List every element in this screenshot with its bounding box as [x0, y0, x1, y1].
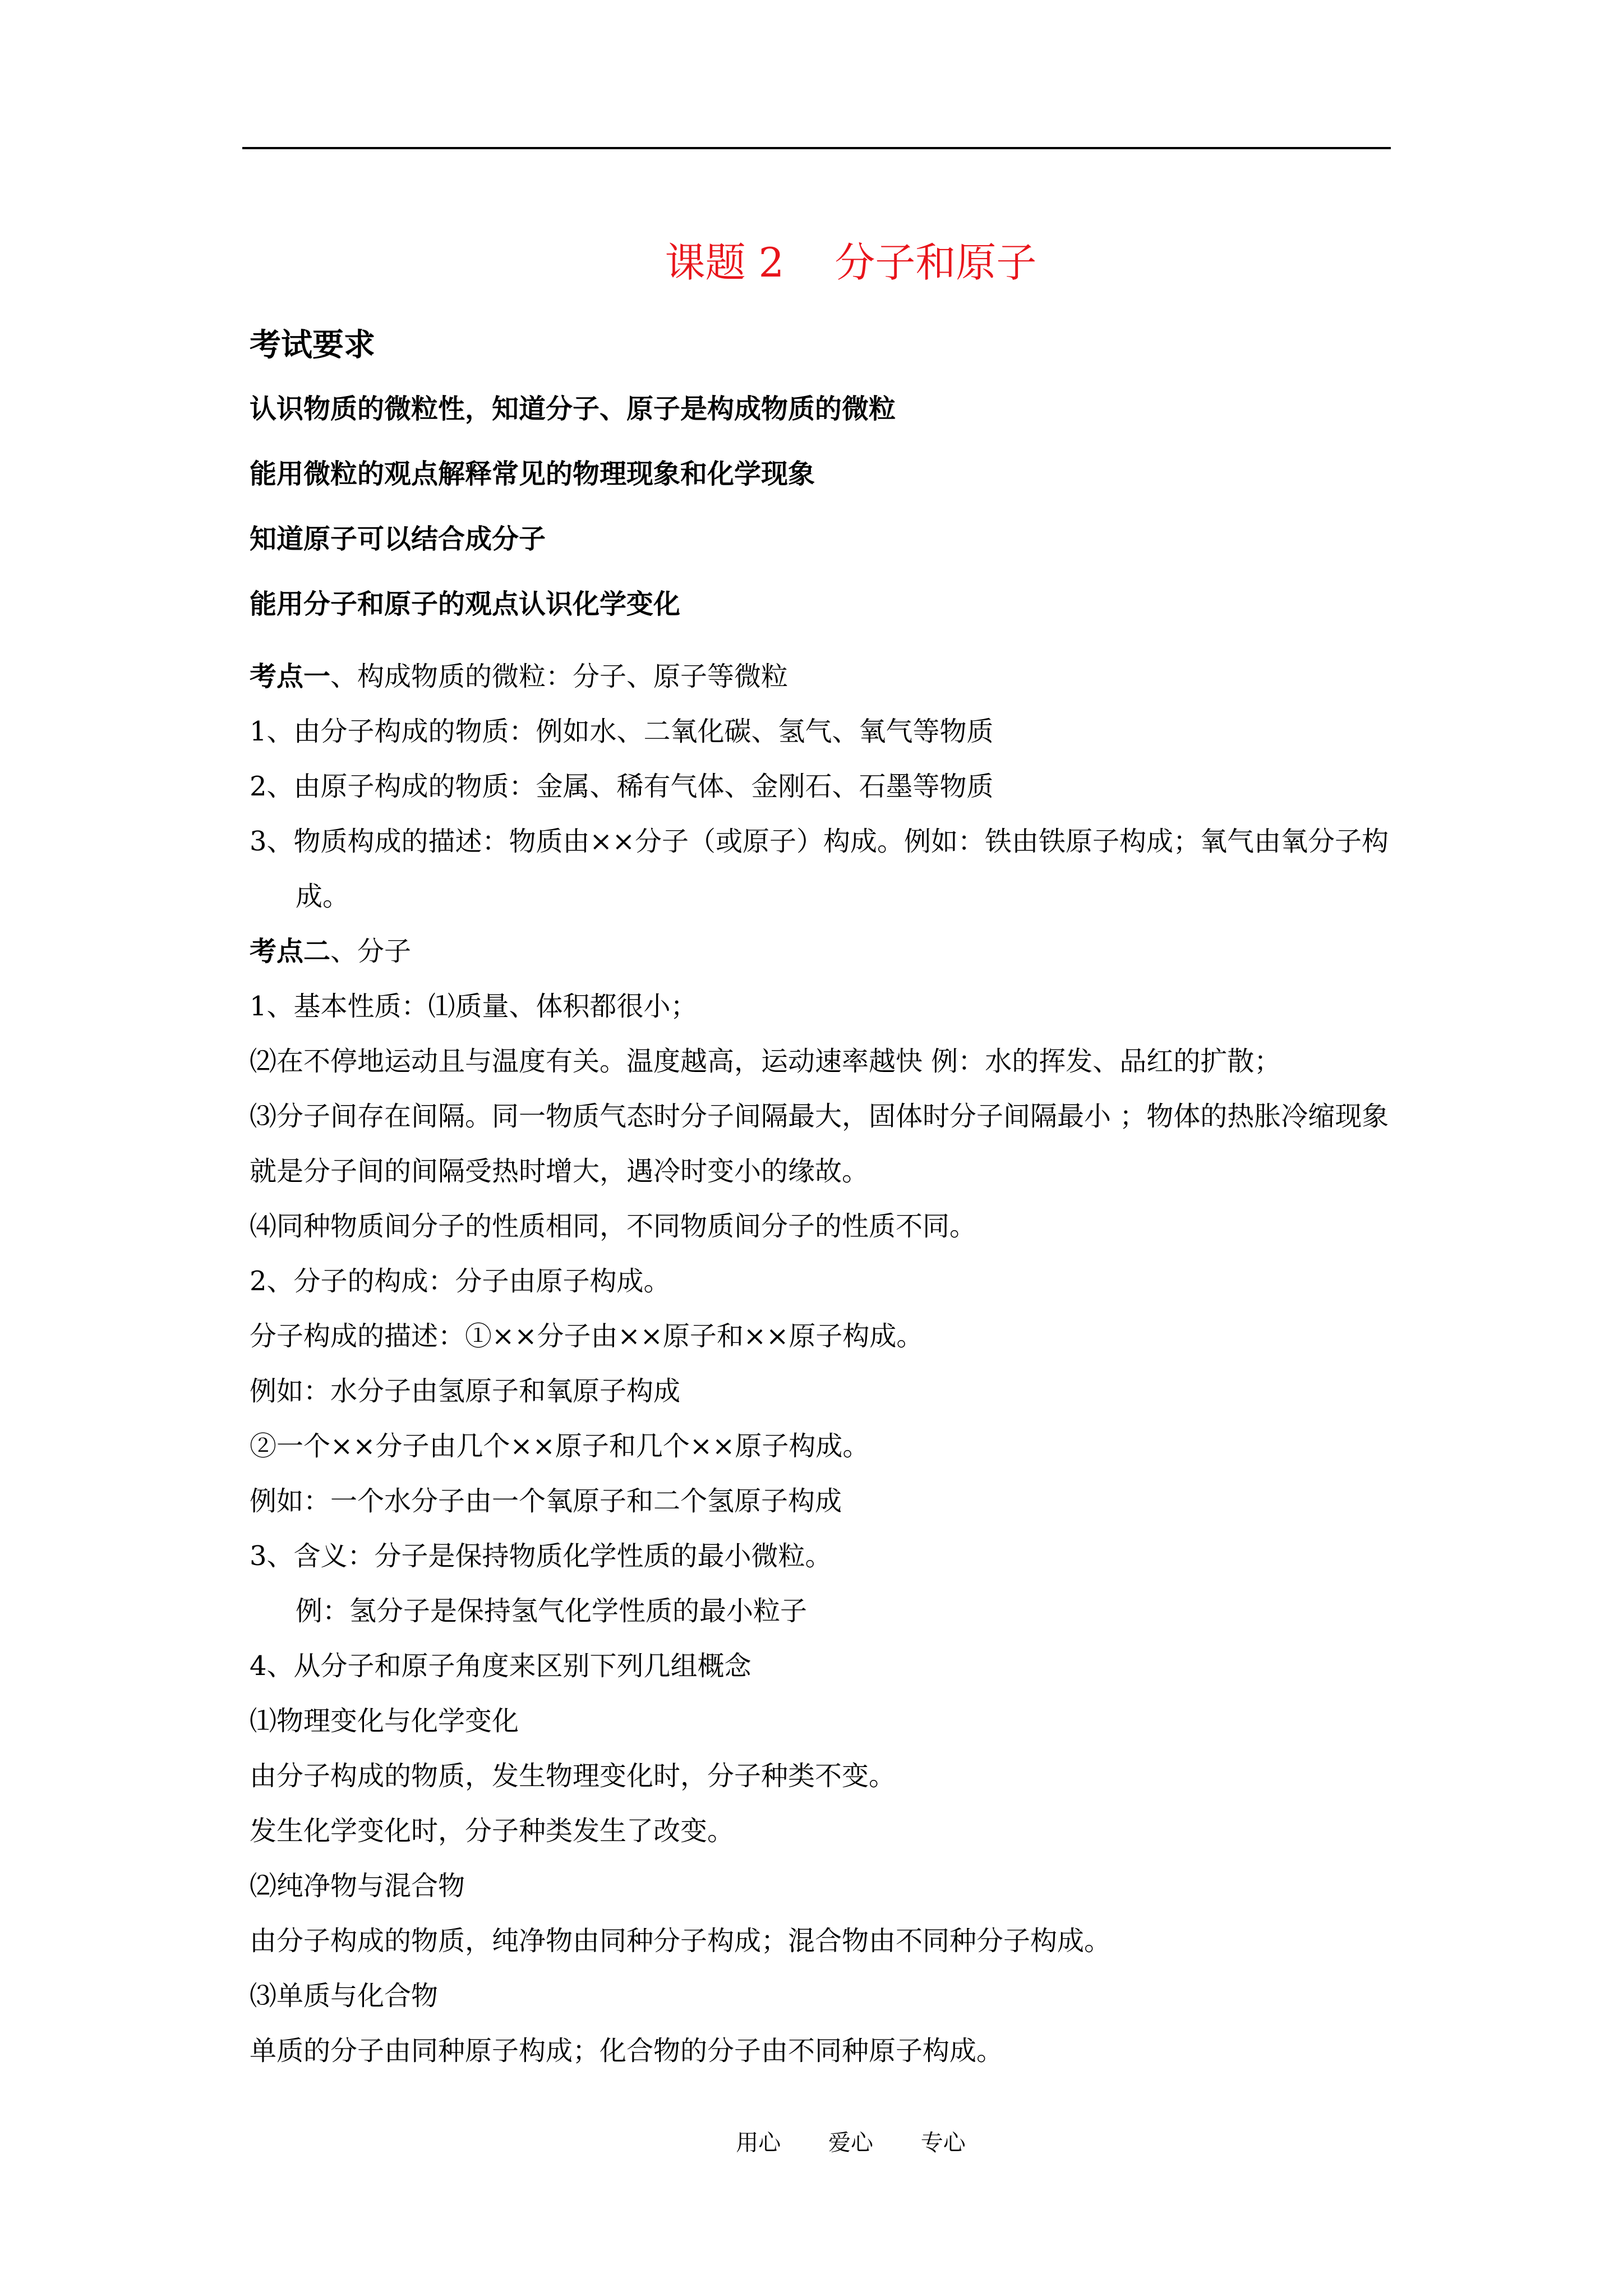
requirement-item: 认识物质的微粒性，知道分子、原子是构成物质的微粒: [250, 393, 896, 425]
kaodian-1-heading: [250, 649, 1399, 704]
kaodian-2-label: 考点二: [250, 936, 331, 967]
text-line: 4、从分子和原子角度来区别下列几组概念: [250, 1650, 751, 1682]
text-line: ⑶分子间存在间隔。同一物质气态时分子间隔最大，固体时分子间隔最小 ；物体的热胀冷缩现象就是分子间的间隔受热时增大，遇冷时变小的缘故。: [250, 1101, 1389, 1187]
text-line: 例：氢分子是保持氢气化学性质的最小粒子: [296, 1595, 808, 1627]
text-line: 2、由原子构成的物质：金属、稀有气体、金刚石、石墨等物质: [250, 771, 994, 802]
text-line: 例如：水分子由氢原子和氧原子构成: [250, 1375, 681, 1407]
text-line: ⑶单质与化合物: [250, 1980, 439, 2012]
lesson-topic: 分子和原子: [834, 239, 1037, 286]
text-line: 1、基本性质：⑴质量、体积都很小；: [250, 991, 698, 1022]
text-line: 3、含义：分子是保持物质化学性质的最小微粒。: [250, 1540, 832, 1572]
page-title: [0, 234, 1623, 291]
kaodian-1-section: [250, 649, 1399, 924]
text-line: 由分子构成的物质，发生物理变化时，分子种类不变。: [250, 1760, 896, 1792]
text-line: ⑵纯净物与混合物: [250, 1870, 465, 1902]
kaodian-1-title: 、构成物质的微粒：分子、原子等微粒: [330, 661, 789, 692]
lesson-number: 课题 2: [665, 239, 785, 286]
text-line: 1、由分子构成的物质：例如水、二氧化碳、氢气、氧气等物质: [250, 716, 994, 747]
text-line: ⑷同种物质间分子的性质相同，不同物质间分子的性质不同。: [250, 1211, 977, 1242]
requirement-item: 能用微粒的观点解释常见的物理现象和化学现象: [250, 458, 815, 490]
text-line: 2、分子的构成：分子由原子构成。: [250, 1266, 671, 1297]
kaodian-2-title: 、分子: [330, 936, 412, 967]
text-line: 由分子构成的物质，纯净物由同种分子构成；混合物由不同种分子构成。: [250, 1925, 1112, 1957]
text-line: 单质的分子由同种原子构成；化合物的分子由不同种原子构成。: [250, 2035, 1004, 2067]
page-footer: [0, 2126, 1623, 2160]
text-line: 例如：一个水分子由一个氧原子和二个氢原子构成: [250, 1485, 842, 1517]
kaodian-2-heading: [250, 924, 1399, 979]
text-line: ⑵在不停地运动且与温度有关。温度越高，运动速率越快 例：水的挥发、品红的扩散；: [250, 1046, 1281, 1077]
kaodian-2-section: [250, 924, 1399, 2078]
document-body: [250, 323, 1399, 2078]
kaodian-1-label: 考点一: [250, 661, 331, 692]
text-line: 3、物质构成的描述：物质由××分子（或原子）构成。例如：铁由铁原子构成；氧气由氧分子构成。: [250, 826, 1389, 912]
footer-text: 爱心: [828, 2130, 873, 2156]
header-rule: [242, 147, 1391, 149]
requirement-item: 能用分子和原子的观点认识化学变化: [250, 588, 681, 620]
text-line: ②一个××分子由几个××原子和几个××原子构成。: [250, 1430, 870, 1462]
exam-requirements: [250, 323, 1399, 627]
footer-text: 专心: [920, 2130, 966, 2156]
footer-text: 用心: [736, 2130, 781, 2156]
text-line: 发生化学变化时，分子种类发生了改变。: [250, 1815, 735, 1847]
text-line: 分子构成的描述：①××分子由××原子和××原子构成。: [250, 1320, 924, 1352]
text-line: ⑴物理变化与化学变化: [250, 1705, 519, 1737]
requirements-heading: 考试要求: [250, 326, 375, 364]
requirement-item: 知道原子可以结合成分子: [250, 523, 546, 555]
